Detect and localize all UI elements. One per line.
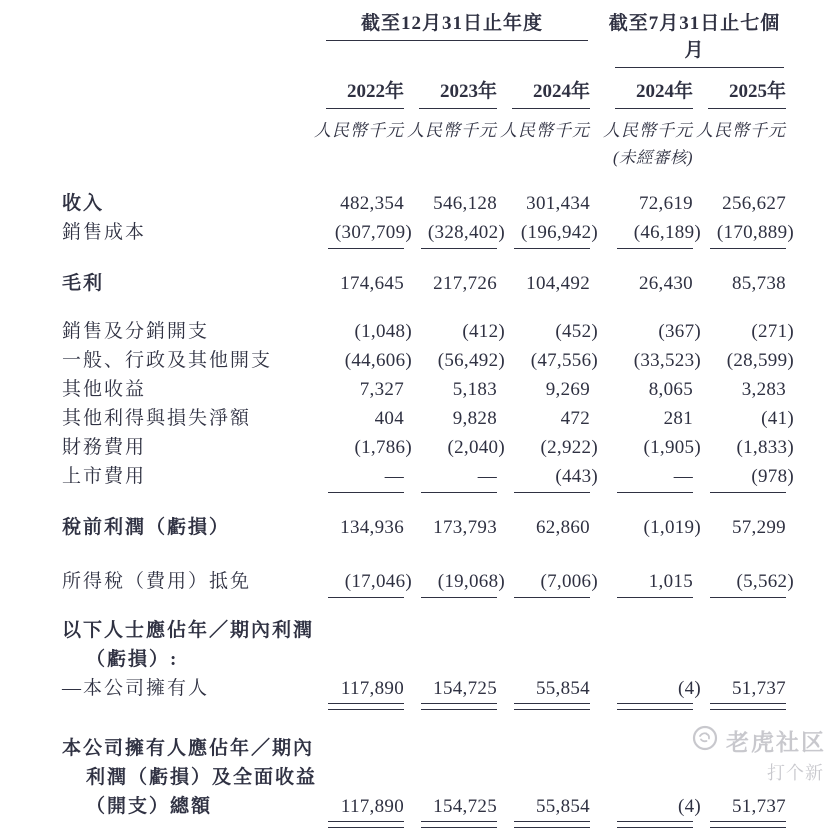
value-text: 62,860 — [535, 517, 590, 538]
value-cell — [500, 375, 590, 404]
table-body — [62, 189, 794, 821]
value-cell — [603, 513, 701, 542]
row-label-spacer — [62, 6, 314, 68]
subtotal-rule — [710, 597, 786, 598]
value-cell — [407, 404, 497, 433]
value-text: 51,737 — [731, 678, 786, 699]
total-double-rule — [617, 703, 693, 710]
column-group-seven-months — [603, 6, 786, 68]
total-double-rule — [328, 821, 404, 828]
unaudited-note-cell — [500, 143, 590, 167]
value-text: (46,189) — [633, 222, 701, 243]
value-text: (47,556) — [530, 350, 598, 371]
table-row-label-line — [62, 645, 783, 674]
currency-unit-row — [62, 109, 786, 143]
value-text: (41) — [761, 408, 794, 429]
value-text: 3,283 — [741, 379, 786, 400]
value-cell — [407, 269, 497, 298]
value-text: 281 — [663, 408, 693, 429]
value-text: (170,889) — [716, 222, 794, 243]
value-text: (452) — [555, 321, 598, 342]
value-cell — [407, 189, 497, 218]
table-row — [62, 674, 786, 703]
table-row — [62, 404, 794, 433]
total-double-rule — [421, 703, 497, 710]
column-group-title: 截至12月31日止年度 — [360, 13, 543, 34]
row-label: 銷售成本 — [62, 222, 147, 243]
value-cell — [314, 189, 404, 218]
subtotal-rule — [710, 492, 786, 493]
value-cell — [500, 346, 598, 375]
value-cell — [407, 674, 497, 703]
value-text: 9,269 — [545, 379, 590, 400]
row-label: 其他利得與損失淨額 — [62, 408, 252, 429]
value-text: — — [477, 466, 497, 487]
value-text: 173,793 — [433, 517, 497, 538]
value-cell — [314, 433, 412, 462]
subtotal-rule — [710, 248, 786, 249]
value-cell — [314, 317, 412, 346]
value-cell — [603, 674, 701, 703]
value-text: 154,725 — [433, 796, 497, 817]
value-cell — [314, 218, 412, 247]
value-cell — [696, 433, 794, 462]
subtotal-rule — [421, 492, 497, 493]
value-text: 482,354 — [340, 193, 404, 214]
value-text: 55,854 — [535, 796, 590, 817]
value-text: — — [673, 466, 693, 487]
value-text: (1,019) — [643, 517, 701, 538]
table-row-label-line — [62, 616, 783, 645]
year-label: 2024年 — [532, 81, 590, 102]
table-row — [62, 433, 794, 462]
subtotal-rule — [617, 597, 693, 598]
value-cell — [696, 792, 786, 821]
value-text: 256,627 — [722, 193, 786, 214]
value-text: (7,006) — [540, 571, 598, 592]
table-row — [62, 218, 794, 247]
column-group-rule — [326, 40, 588, 41]
year-column-header — [500, 68, 590, 109]
value-cell — [696, 375, 786, 404]
value-text: 57,299 — [731, 517, 786, 538]
total-double-rule — [617, 821, 693, 828]
value-cell — [407, 346, 505, 375]
value-text: (307,709) — [334, 222, 412, 243]
value-cell — [500, 674, 590, 703]
table-row — [62, 567, 794, 596]
currency-unit-cell: 人民幣千元 — [696, 121, 786, 140]
value-cell — [500, 218, 598, 247]
value-text: (2,040) — [447, 437, 505, 458]
value-cell — [407, 792, 497, 821]
value-text: (1,786) — [354, 437, 412, 458]
value-cell — [696, 317, 794, 346]
total-double-rule — [710, 703, 786, 710]
subtotal-rule — [328, 597, 404, 598]
value-text: (4) — [677, 796, 701, 817]
year-column-header — [603, 68, 693, 109]
table-row — [62, 189, 786, 218]
year-column-header — [314, 68, 404, 109]
value-cell — [603, 375, 693, 404]
table-row — [62, 462, 794, 491]
row-label: 銷售及分銷開支 — [62, 321, 210, 342]
value-cell — [500, 567, 598, 596]
row-label: 本公司擁有人應佔年／期內 — [62, 738, 315, 759]
value-text: 217,726 — [433, 273, 497, 294]
value-text: 7,327 — [359, 379, 404, 400]
value-cell — [500, 189, 590, 218]
subtotal-rule — [617, 492, 693, 493]
value-cell — [407, 462, 497, 491]
row-label-spacer — [62, 109, 314, 143]
table-row-label-line — [62, 734, 783, 763]
value-text: (2,922) — [540, 437, 598, 458]
value-text: (4) — [677, 678, 701, 699]
table-row — [62, 792, 786, 821]
unaudited-note-cell: (未經審核) — [613, 148, 693, 167]
value-cell — [603, 792, 701, 821]
value-text: 8,065 — [648, 379, 693, 400]
column-group-year-ended — [314, 6, 590, 68]
column-group-title: 截至7月31日止七個月 — [608, 13, 781, 61]
row-label: 一般、行政及其他開支 — [62, 350, 273, 371]
value-text: (56,492) — [437, 350, 505, 371]
value-cell — [407, 375, 497, 404]
value-text: (367) — [658, 321, 701, 342]
value-text: (28,599) — [726, 350, 794, 371]
year-label: 2023年 — [439, 81, 497, 102]
value-text: 5,183 — [452, 379, 497, 400]
value-cell — [696, 404, 794, 433]
row-label: 上市費用 — [62, 466, 147, 487]
subtotal-rule — [328, 492, 404, 493]
year-column-header — [696, 68, 786, 109]
value-text: (1,905) — [643, 437, 701, 458]
subtotal-rule — [514, 597, 590, 598]
unaudited-note-cell — [407, 143, 497, 167]
value-cell — [500, 792, 590, 821]
value-cell — [603, 218, 701, 247]
watermark-brand: 老虎社区 — [726, 729, 826, 755]
value-cell — [314, 513, 404, 542]
value-cell — [500, 462, 598, 491]
value-text: (443) — [555, 466, 598, 487]
value-cell — [603, 317, 701, 346]
row-label: 以下人士應佔年／期內利潤 — [62, 620, 315, 641]
value-cell — [696, 189, 786, 218]
subtotal-rule — [421, 597, 497, 598]
value-text: (412) — [462, 321, 505, 342]
value-text: (5,562) — [736, 571, 794, 592]
value-text: 55,854 — [535, 678, 590, 699]
unaudited-note-cell — [314, 143, 404, 167]
value-cell — [500, 269, 590, 298]
subtotal-rule — [514, 492, 590, 493]
currency-unit-cell: 人民幣千元 — [314, 121, 404, 140]
value-text: — — [384, 466, 404, 487]
value-text: 51,737 — [731, 796, 786, 817]
currency-unit-cell: 人民幣千元 — [500, 121, 590, 140]
value-cell — [696, 346, 794, 375]
year-header-row — [62, 68, 786, 109]
value-text: (328,402) — [427, 222, 505, 243]
year-label: 2025年 — [728, 81, 786, 102]
value-text: 154,725 — [433, 678, 497, 699]
unaudited-note-row — [62, 143, 783, 167]
value-text: (978) — [751, 466, 794, 487]
value-text: 117,890 — [340, 796, 404, 817]
table-row — [62, 513, 786, 542]
currency-unit-cell: 人民幣千元 — [603, 121, 693, 140]
watermark-slogan: 打个新 — [767, 763, 824, 783]
total-double-rule — [514, 703, 590, 710]
value-cell — [696, 513, 786, 542]
row-label-spacer — [62, 143, 314, 167]
value-cell — [314, 375, 404, 404]
value-text: (19,068) — [437, 571, 505, 592]
table-row — [62, 346, 794, 375]
row-label: 稅前利潤（虧損） — [62, 517, 231, 538]
value-text: 404 — [374, 408, 404, 429]
value-text: 1,015 — [648, 571, 693, 592]
row-label: 毛利 — [62, 273, 105, 294]
value-cell — [407, 317, 505, 346]
value-cell — [696, 674, 786, 703]
value-cell — [314, 269, 404, 298]
value-text: 104,492 — [526, 273, 590, 294]
subtotal-rule — [328, 248, 404, 249]
column-group-header — [62, 6, 783, 68]
value-cell — [314, 346, 412, 375]
value-text: 174,645 — [340, 273, 404, 294]
value-text: 85,738 — [731, 273, 786, 294]
value-cell — [500, 513, 590, 542]
value-cell — [314, 404, 404, 433]
value-text: 472 — [560, 408, 590, 429]
value-cell — [603, 346, 701, 375]
table-row-label-line — [62, 763, 783, 792]
subtotal-rule — [617, 248, 693, 249]
unaudited-note-cell — [696, 143, 786, 167]
value-cell — [603, 462, 693, 491]
row-label: 利潤（虧損）及全面收益 — [86, 767, 318, 788]
row-label: 其他收益 — [62, 379, 147, 400]
value-cell — [603, 567, 693, 596]
value-cell — [603, 433, 701, 462]
value-text: 117,890 — [340, 678, 404, 699]
row-label: （虧損）: — [86, 649, 179, 670]
value-text: 301,434 — [526, 193, 590, 214]
value-cell — [407, 567, 505, 596]
row-label: 收入 — [62, 193, 105, 214]
value-cell — [696, 218, 794, 247]
table-row — [62, 269, 786, 298]
value-text: (44,606) — [344, 350, 412, 371]
year-label: 2024年 — [635, 81, 693, 102]
value-text: 134,936 — [340, 517, 404, 538]
income-statement-table — [62, 6, 794, 821]
subtotal-rule — [514, 248, 590, 249]
value-text: (196,942) — [520, 222, 598, 243]
value-cell — [696, 269, 786, 298]
value-cell — [603, 269, 693, 298]
value-text: (1,048) — [354, 321, 412, 342]
total-double-rule — [710, 821, 786, 828]
value-text: 546,128 — [433, 193, 497, 214]
total-double-rule — [514, 821, 590, 828]
subtotal-rule — [421, 248, 497, 249]
value-text: (17,046) — [344, 571, 412, 592]
value-cell — [500, 404, 590, 433]
value-cell — [314, 567, 412, 596]
value-text: (33,523) — [633, 350, 701, 371]
table-row — [62, 317, 794, 346]
total-double-rule — [421, 821, 497, 828]
value-cell — [696, 462, 794, 491]
value-cell — [314, 674, 404, 703]
value-cell — [696, 567, 794, 596]
row-label: 所得稅（費用）抵免 — [62, 571, 252, 592]
year-column-header — [407, 68, 497, 109]
value-text: (1,833) — [736, 437, 794, 458]
value-cell — [603, 404, 693, 433]
total-double-rule — [328, 703, 404, 710]
value-text: (271) — [751, 321, 794, 342]
value-text: 26,430 — [638, 273, 693, 294]
value-cell — [500, 433, 598, 462]
row-label: —本公司擁有人 — [62, 678, 210, 699]
row-label: 財務費用 — [62, 437, 147, 458]
value-cell — [407, 513, 497, 542]
value-cell — [407, 433, 505, 462]
table-row — [62, 375, 786, 404]
year-label: 2022年 — [346, 81, 404, 102]
value-cell — [500, 317, 598, 346]
value-cell — [314, 462, 404, 491]
row-label-spacer — [62, 68, 314, 109]
row-label: （開支）總額 — [86, 796, 213, 817]
value-text: 72,619 — [638, 193, 693, 214]
value-cell — [407, 218, 505, 247]
value-cell — [314, 792, 404, 821]
value-text: 9,828 — [452, 408, 497, 429]
currency-unit-cell: 人民幣千元 — [407, 121, 497, 140]
value-cell — [603, 189, 693, 218]
